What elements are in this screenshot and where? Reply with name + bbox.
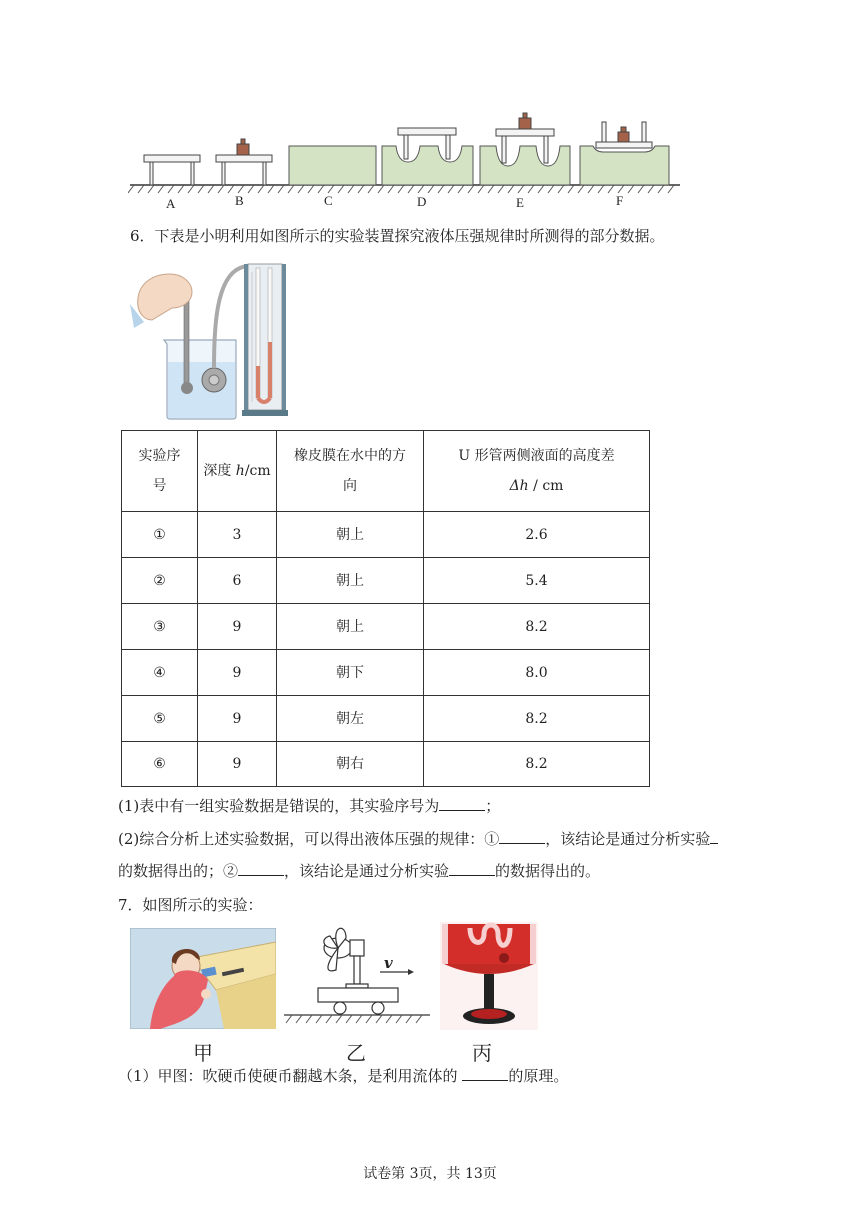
label-e: E	[516, 195, 524, 210]
caption-jia: 甲	[193, 1041, 213, 1065]
pressure-experiment-figure	[128, 108, 688, 213]
table-row: ④ 9 朝下 8.0	[122, 650, 650, 696]
answer-blank[interactable]	[238, 861, 284, 876]
caption-bing: 丙	[472, 1041, 492, 1065]
q6-sub1: (1)表中有一组实验数据是错误的，其实验序号为 ；	[118, 797, 501, 815]
table-row: ⑤ 9 朝左 8.2	[122, 696, 650, 742]
caption-yi: 乙	[346, 1041, 366, 1065]
table-row: ③ 9 朝上 8.2	[122, 604, 650, 650]
q6-sub2-line2: 的数据得出的；② ，该结论是通过分析实验 的数据得出的。	[118, 862, 601, 880]
label-d: D	[417, 194, 427, 209]
sponge-e	[480, 113, 570, 185]
q6-title: 6．下表是小明利用如图所示的实验装置探究液体压强规律时所测得的部分数据。	[130, 227, 665, 245]
figure-jia	[130, 928, 276, 1029]
table-a	[144, 155, 200, 185]
answer-blank[interactable]	[499, 829, 545, 844]
figure-bing	[440, 922, 538, 1030]
answer-blank[interactable]	[449, 861, 495, 876]
u-tube-manometer-figure	[130, 258, 300, 422]
label-b: B	[235, 193, 244, 208]
table-header-row	[122, 431, 650, 512]
header-depth: 深度 h/cm	[198, 431, 277, 512]
data-table	[121, 430, 650, 787]
header-trial: 实验序 号	[122, 431, 198, 512]
label-c: C	[324, 193, 333, 208]
sponge-f	[580, 122, 669, 185]
answer-blank[interactable]	[710, 829, 718, 844]
sponge-c	[289, 146, 376, 185]
table-row: ① 3 朝上 2.6	[122, 512, 650, 558]
table-row: ② 6 朝上 5.4	[122, 558, 650, 604]
q7-sub1: （1）甲图：吹硬币使硬币翻越木条，是利用流体的 的原理。	[118, 1067, 569, 1085]
header-direction: 橡皮膜在水中的方 向	[277, 431, 424, 512]
q7-title: 7．如图所示的实验：	[118, 896, 263, 914]
table-row: ⑥ 9 朝右 8.2	[122, 742, 650, 787]
label-f: F	[616, 193, 624, 208]
table-b	[216, 139, 272, 185]
sponge-d	[382, 128, 473, 185]
velocity-label: v	[384, 954, 393, 972]
page-footer: 试卷第 3页，共 13页	[363, 1166, 497, 1182]
label-a: A	[166, 196, 176, 211]
figure-yi	[284, 920, 432, 1032]
answer-blank[interactable]	[439, 796, 485, 811]
header-height-diff: U 形管两侧液面的高度差 Δh / cm	[424, 431, 650, 512]
q6-sub2-line1: (2)综合分析上述实验数据，可以得出液体压强的规律：① ，该结论是通过分析实验	[118, 829, 718, 849]
answer-blank[interactable]	[462, 1066, 508, 1081]
